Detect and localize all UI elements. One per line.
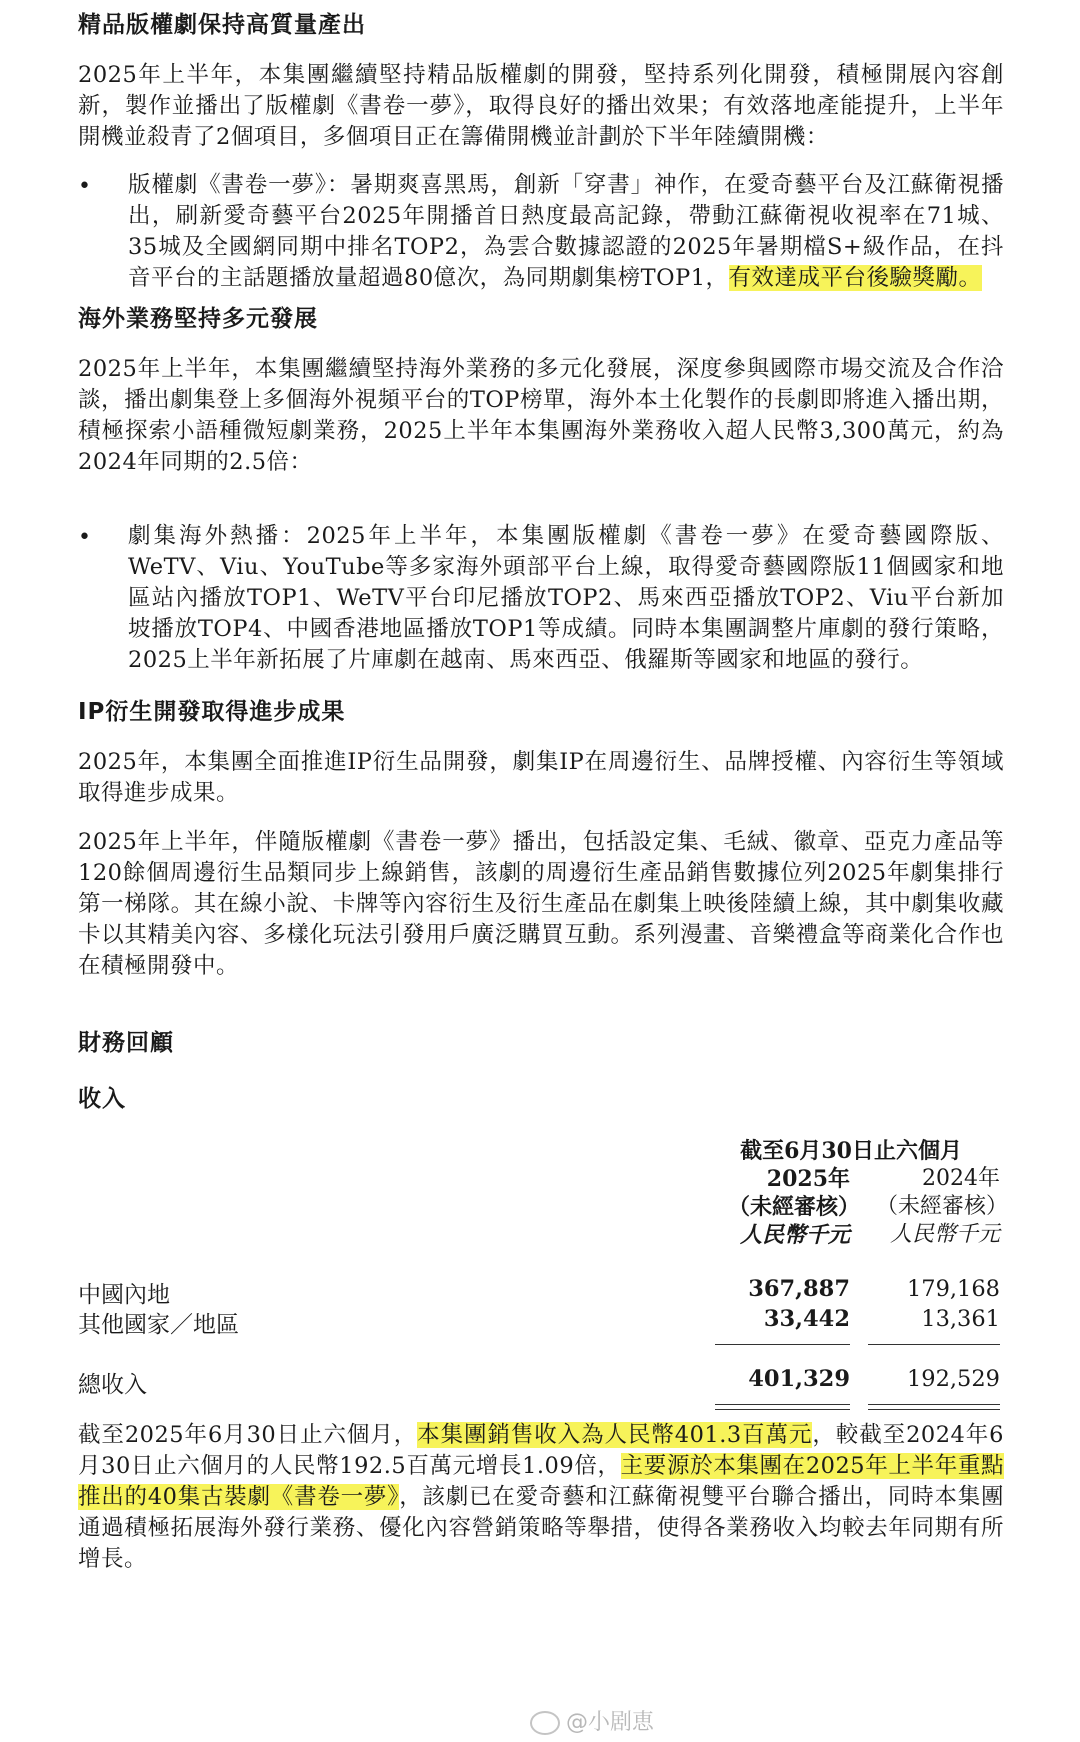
- value-other-2025: 33,442: [763, 1306, 850, 1332]
- col-2024-audit: （未經審核）: [875, 1194, 1008, 1219]
- total-rule-2024-a: [868, 1404, 1000, 1405]
- watermark-text: @小剧恵: [566, 1710, 655, 1735]
- highlight-revenue: 本集團銷售收入為人民幣401.3百萬元: [417, 1422, 813, 1448]
- highlight-platform-reward: 有效達成平台後驗獎勵。: [728, 265, 982, 291]
- watermark: [530, 1705, 654, 1736]
- bullet-dot: •: [78, 174, 91, 199]
- paragraph-premium: 2025年上半年，本集團繼續堅持精品版權劇的開發，堅持系列化開發，積極開展內容創新，製作並播出了版權劇《書卷一夢》，取得良好的播出效果；有效落地產能提升，上半年開機並殺青了2個項目，多個項目正在籌備開機並計劃於下半年陸續開機：: [78, 62, 1004, 150]
- paragraph-revenue-summary: [78, 1420, 1004, 1575]
- value-total-2025: 401,329: [748, 1366, 850, 1392]
- section-heading-ip: IP衍生開發取得進步成果: [78, 699, 346, 725]
- paragraph-overseas: 2025年上半年，本集團繼續堅持海外業務的多元化發展，深度參與國際市場交流及合作洽談，播出劇集登上多個海外視頻平台的TOP榜單，海外本土化製作的長劇即將進入播出期，積極探索小語種微短劇業務，2025上半年本集團海外業務收入超人民幣3,300萬元，約為2024年同期的2.5倍：: [78, 356, 1004, 475]
- highlight-drama: 主要源於本集團在2025年上半年重點推出的40集古裝劇《書卷一夢》: [78, 1453, 1004, 1510]
- row-label-total: 總收入: [78, 1372, 147, 1398]
- paragraph-ip-1: 2025年，本集團全面推進IP衍生品開發，劇集IP在周邊衍生、品牌授權、內容衍生等領域取得進步成果。: [78, 749, 1004, 806]
- bullet-premium-text: 版權劇《書卷一夢》：暑期爽喜黑馬，創新「穿書」神作，在愛奇藝平台及江蘇衛視播出，刷新愛奇藝平台2025年開播首日熱度最高記錄，帶動江蘇衛視收視率在71城、35城及全國網同期中排名TOP2，為雲合數據認證的2025年暑期檔S+級作品，在抖音平台的主話題播放量超過80億次，為同期劇集榜TOP1，: [128, 172, 1004, 291]
- col-2024-year: 2024年: [922, 1166, 1000, 1191]
- total-rule-2024-b: [868, 1409, 1000, 1410]
- col-2025-unit: 人民幣千元: [739, 1222, 850, 1248]
- summary-text-a: 截至2025年6月30日止六個月，: [78, 1422, 418, 1448]
- value-other-2024: 13,361: [921, 1306, 1000, 1332]
- subheading-revenue: 收入: [78, 1086, 126, 1112]
- value-mainland-2024: 179,168: [906, 1276, 1000, 1302]
- bullet-premium: [128, 170, 1004, 294]
- section-heading-premium: 精品版權劇保持高質量產出: [78, 12, 366, 38]
- value-total-2024: 192,529: [906, 1366, 1000, 1392]
- bullet-dot: •: [78, 525, 91, 550]
- summary-text-c: ，該劇已在愛奇藝和江蘇衛視雙平台聯合播出，同時本集團通過積極拓展海外發行業務、優化內容營銷策略等舉措，使得各業務收入均較去年同期有所增長。: [78, 1484, 1004, 1572]
- col-2024-unit: 人民幣千元: [889, 1222, 1000, 1247]
- paragraph-ip-2: 2025年上半年，伴隨版權劇《書卷一夢》播出，包括設定集、毛絨、徽章、亞克力產品等120餘個周邊衍生品類同步上線銷售，該劇的周邊衍生產品銷售數據位列2025年劇集排行第一梯隊。其在線小說、卡牌等內容衍生及衍生產品在劇集上映後陸續上線，其中劇集收藏卡以其精美內容、多樣化玩法引發用戶廣泛購買互動。系列漫畫、音樂禮盒等商業化合作也在積極開發中。: [78, 829, 1004, 979]
- total-rule-2025-b: [715, 1409, 850, 1410]
- value-mainland-2025: 367,887: [748, 1276, 850, 1302]
- subtotal-rule-2025: [715, 1344, 850, 1345]
- table-period-header: 截至6月30日止六個月: [740, 1138, 962, 1164]
- section-heading-overseas: 海外業務堅持多元發展: [78, 306, 318, 332]
- section-heading-finance: 財務回顧: [78, 1030, 174, 1056]
- row-label-other: 其他國家／地區: [78, 1312, 239, 1338]
- bullet-overseas: 劇集海外熱播：2025年上半年，本集團版權劇《書卷一夢》在愛奇藝國際版、WeTV、Viu、YouTube等多家海外頭部平台上線，取得愛奇藝國際版11個國家和地區站內播放TOP1、WeTV平台印尼播放TOP2、馬來西亞播放TOP2、Viu平台新加坡播放TOP4、中國香港地區播放TOP1等成績。同時本集團調整片庫劇的發行策略，2025上半年新拓展了片庫劇在越南、馬來西亞、俄羅斯等國家和地區的發行。: [128, 523, 1004, 673]
- col-2025-year: 2025年: [766, 1166, 850, 1192]
- weibo-icon: [530, 1711, 560, 1735]
- total-rule-2025-a: [715, 1404, 850, 1405]
- row-label-mainland: 中國內地: [78, 1282, 170, 1308]
- subtotal-rule-2024: [868, 1344, 1000, 1345]
- summary-text-b: ，較截至2024年6月30日止六個月的人民幣192.5百萬元增長1.09倍，: [78, 1422, 1004, 1479]
- col-2025-audit: （未經審核）: [727, 1194, 860, 1220]
